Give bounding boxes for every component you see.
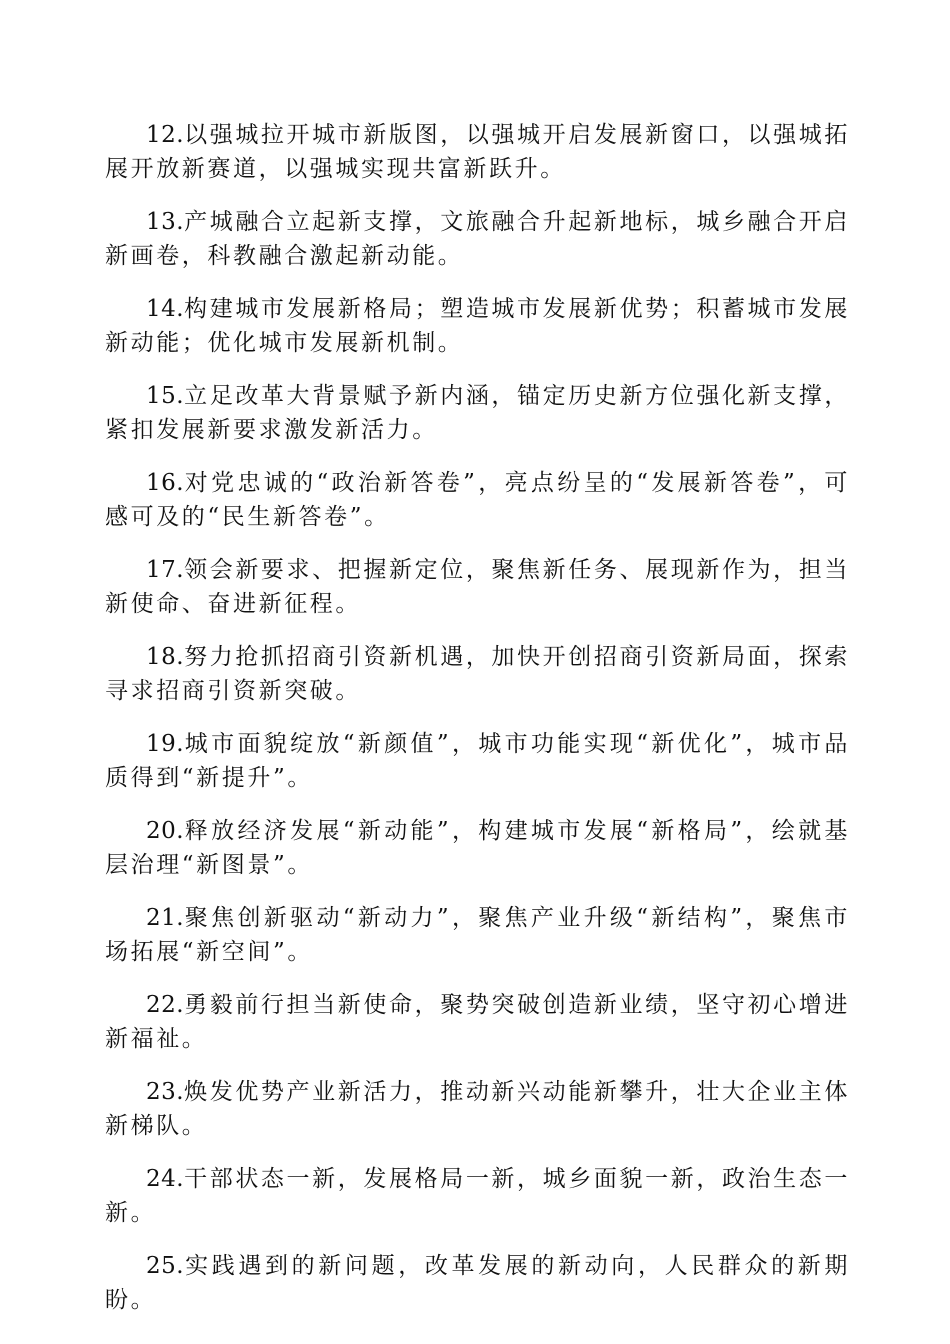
item-number: 22. — [146, 992, 185, 1018]
item-text: 城市面貌绽放“新颜值”，城市功能实现“新优化”，城市品质得到“新提升”。 — [105, 731, 850, 791]
item-text: 立足改革大背景赋予新内涵，锚定历史新方位强化新支撑，紧扣发展新要求激发新活力。 — [105, 383, 850, 443]
list-item — [105, 292, 850, 360]
list-item — [105, 988, 850, 1056]
item-number: 24. — [146, 1166, 185, 1192]
item-text: 干部状态一新，发展格局一新，城乡面貌一新，政治生态一新。 — [105, 1166, 850, 1226]
item-text: 构建城市发展新格局；塑造城市发展新优势；积蓄城市发展新动能；优化城市发展新机制。 — [105, 296, 850, 356]
list-item — [105, 1075, 850, 1143]
item-text: 聚焦创新驱动“新动力”，聚焦产业升级“新结构”，聚焦市场拓展“新空间”。 — [105, 905, 850, 965]
item-number: 12. — [146, 122, 185, 148]
item-text: 领会新要求、把握新定位，聚焦新任务、展现新作为，担当新使命、奋进新征程。 — [105, 557, 850, 617]
list-item — [105, 814, 850, 882]
item-text: 以强城拉开城市新版图，以强城开启发展新窗口，以强城拓展开放新赛道，以强城实现共富新跃升。 — [105, 122, 850, 182]
item-text: 勇毅前行担当新使命，聚势突破创造新业绩，坚守初心增进新福祉。 — [105, 992, 850, 1052]
list-item — [105, 205, 850, 273]
list-item — [105, 727, 850, 795]
list-item — [105, 640, 850, 708]
item-number: 18. — [146, 644, 185, 670]
item-text: 焕发优势产业新活力，推动新兴动能新攀升，壮大企业主体新梯队。 — [105, 1079, 850, 1139]
item-number: 17. — [146, 557, 185, 583]
item-number: 19. — [146, 731, 185, 757]
list-item — [105, 1162, 850, 1230]
item-text: 实践遇到的新问题，改革发展的新动向，人民群众的新期盼。 — [105, 1253, 850, 1313]
item-text: 努力抢抓招商引资新机遇，加快开创招商引资新局面，探索寻求招商引资新突破。 — [105, 644, 850, 704]
list-item — [105, 118, 850, 186]
item-number: 25. — [146, 1253, 185, 1279]
item-number: 13. — [146, 209, 185, 235]
list-item — [105, 379, 850, 447]
list-item — [105, 1249, 850, 1317]
item-number: 14. — [146, 296, 185, 322]
list-item — [105, 553, 850, 621]
item-list — [105, 118, 850, 1336]
item-number: 20. — [146, 818, 185, 844]
item-number: 21. — [146, 905, 185, 931]
item-number: 23. — [146, 1079, 185, 1105]
item-text: 产城融合立起新支撑，文旅融合升起新地标，城乡融合开启新画卷，科教融合激起新动能。 — [105, 209, 850, 269]
item-text: 对党忠诚的“政治新答卷”，亮点纷呈的“发展新答卷”，可感可及的“民生新答卷”。 — [105, 470, 850, 530]
item-number: 16. — [146, 470, 185, 496]
item-text: 释放经济发展“新动能”，构建城市发展“新格局”，绘就基层治理“新图景”。 — [105, 818, 850, 878]
item-number: 15. — [146, 383, 185, 409]
list-item — [105, 901, 850, 969]
list-item — [105, 466, 850, 534]
